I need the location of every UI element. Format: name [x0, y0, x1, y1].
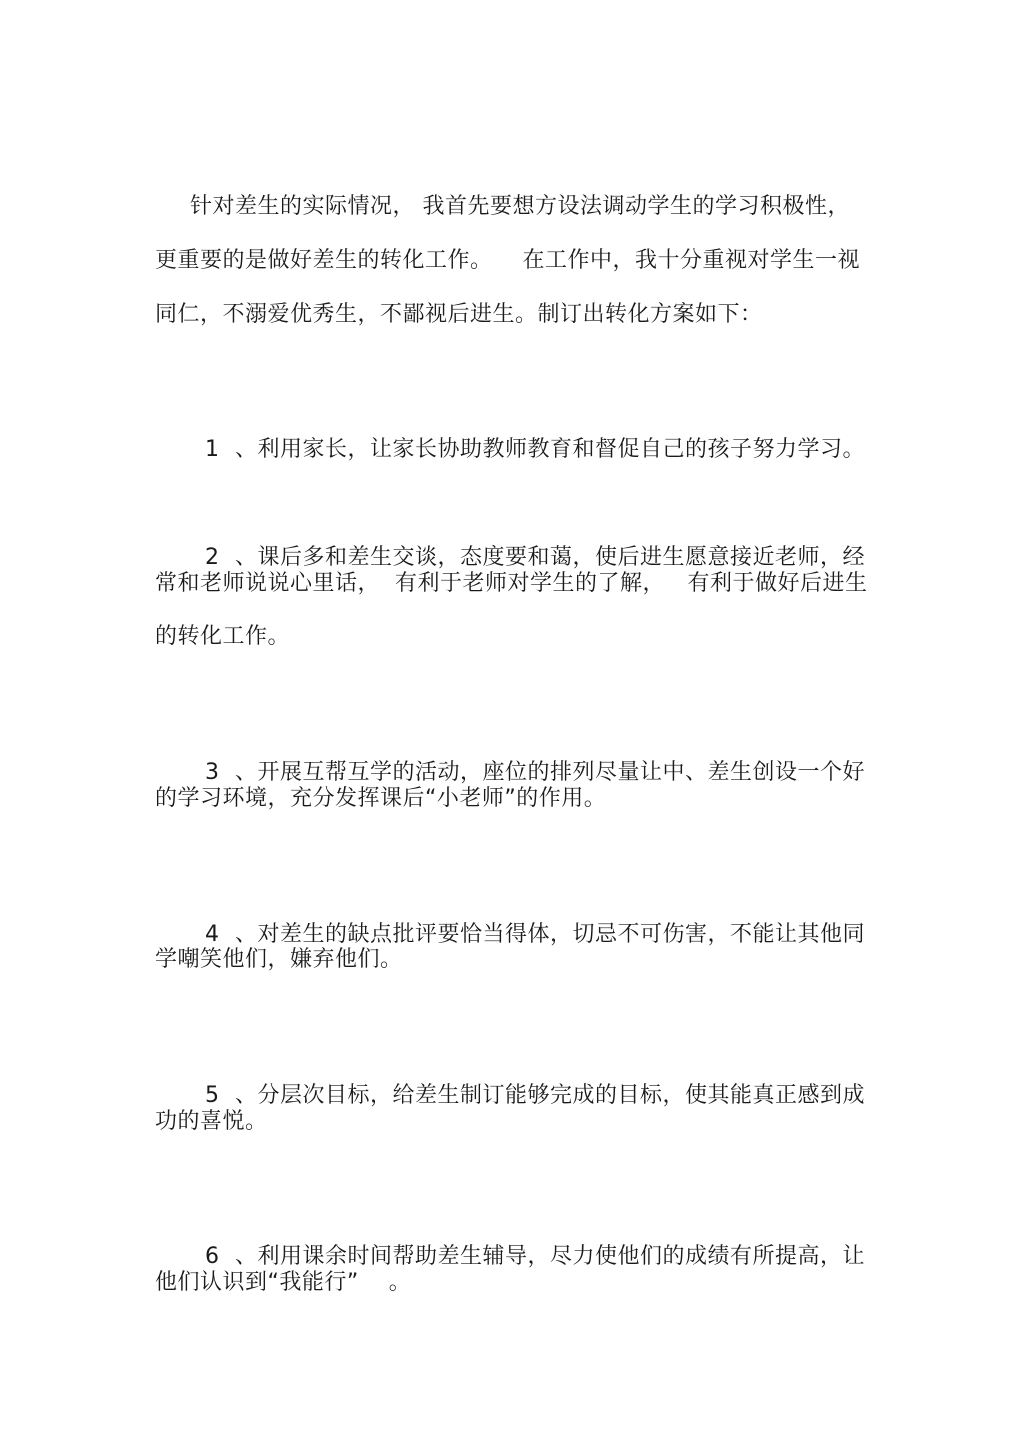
- intro-line-1: 针对差生的实际情况， 我首先要想方设法调动学生的学习积极性，: [190, 194, 850, 219]
- list-item-text: 、利用家长，让家长协助教师教育和督促自己的孩子努力学习。: [234, 437, 865, 462]
- list-item-4-line-2: 学嘲笑他们，嫌弃他们。: [155, 947, 403, 972]
- list-item-2-line-3: 的转化工作。: [155, 624, 291, 649]
- list-item-1: [155, 408, 865, 492]
- intro-line-3: 同仁，不溺爱优秀生，不鄙视后进生。制订出转化方案如下：: [155, 302, 763, 327]
- list-item-2-line-2: 常和老师说说心里话， 有利于老师对学生的了解， 有利于做好后进生: [155, 571, 868, 596]
- list-item-number: 2: [204, 545, 220, 570]
- list-item-number: 1: [204, 437, 220, 462]
- list-item-text: 、分层次目标，给差生制订能够完成的目标，使其能真正感到成: [234, 1083, 865, 1108]
- intro-line-2: 更重要的是做好差生的转化工作。 在工作中，我十分重视对学生一视: [155, 248, 860, 273]
- list-item-6-line-2: 他们认识到“我能行” 。: [155, 1270, 412, 1295]
- list-item-number: 6: [204, 1244, 220, 1269]
- list-item-text: 、开展互帮互学的活动，座位的排列尽量让中、差生创设一个好: [234, 760, 865, 785]
- list-item-number: 3: [204, 760, 220, 785]
- list-item-3-line-2: 的学习环境，充分发挥课后“小老师”的作用。: [155, 786, 607, 811]
- list-item-text: 、利用课余时间帮助差生辅导，尽力使他们的成绩有所提高，让: [234, 1244, 865, 1269]
- list-item-number: 4: [204, 922, 220, 947]
- list-item-text: 、对差生的缺点批评要恰当得体，切忌不可伤害，不能让其他同: [234, 922, 865, 947]
- list-item-number: 5: [204, 1083, 220, 1108]
- list-item-text: 、课后多和差生交谈，态度要和蔼，使后进生愿意接近老师，经: [234, 545, 865, 570]
- list-item-5-line-2: 功的喜悦。: [155, 1109, 268, 1134]
